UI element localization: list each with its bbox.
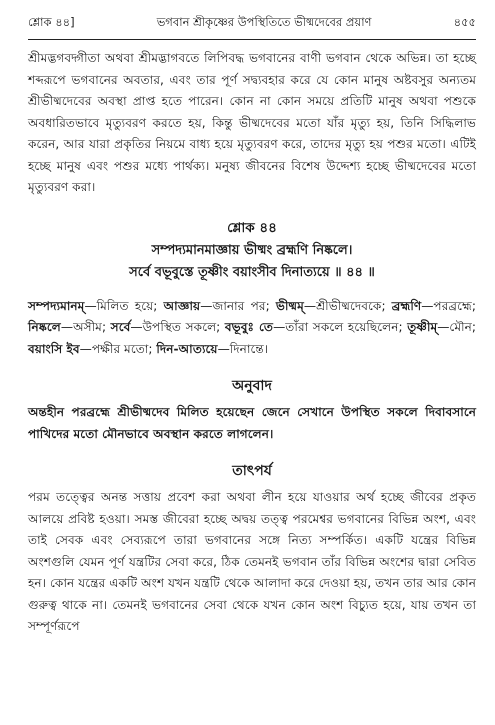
chapter-title: ভগবান শ্রীকৃষ্ণের উপস্থিতিতে ভীষ্মদেবের প্রয়াণ — [156, 15, 372, 29]
synonym-meaning: —শ্রীভীষ্মদেবকে; — [303, 298, 392, 313]
synonym-meaning: —পক্ষীর মতো; — [79, 341, 157, 356]
synonym-meaning: —মিলিত হয়ে; — [84, 298, 164, 313]
synonym-word: বভূবুঃ তে — [224, 320, 274, 334]
verse-reference: শ্লোক ৪৪] — [28, 15, 75, 29]
translation-heading: অনুবাদ — [232, 378, 272, 394]
synonym-word: বয়াংসি ইব — [28, 341, 80, 356]
book-page — [28, 14, 476, 638]
synonym-meaning: —জানার পর; — [200, 298, 276, 313]
synonyms-paragraph — [28, 296, 476, 361]
synonym-word: তূষ্ণীম্ — [407, 320, 438, 334]
translation-text: অন্তহীন পরব্রহ্মে শ্রীভীষ্মদেব মিলিত হয়েছেন জেনে সেখানে উপস্থিত সকলে দিবাবসানে পাখিদের মতো মৌনভাবে অবস্থান করতে লাগলেন। — [28, 405, 476, 441]
synonym-word: নিষ্কলে — [28, 320, 61, 334]
page-number: ৪৫৫ — [453, 15, 476, 29]
purport-heading: তাৎপর্য — [232, 463, 272, 479]
synonym-word: ভীষ্মম্ — [275, 298, 304, 313]
synonym-word: সম্পদ্যমানম্ — [28, 298, 85, 313]
synonym-meaning: —পরব্রহ্মে; — [421, 298, 476, 313]
verse-title: শ্লোক ৪৪ — [227, 219, 277, 236]
synonym-word: দিন-আত্যয়ে — [156, 341, 218, 356]
purport-text: পরম তত্ত্বের অনন্ত সত্তায় প্রবেশ করা অথবা লীন হয়ে যাওয়ার অর্থ হচ্ছে জীবের প্রকৃত আলয়ে প্রবিষ্ট হওয়া। সমস্ত জীবেরা হচ্ছে অদ্বয় তত্ত্ব পরমেশ্বর ভগবানের বিভিন্ন অংশ, এবং তাই সেবক এবং সেব্যরূপে তারা ভগবানের সঙ্গে নিত্য সম্পর্কিত। একটি যন্ত্রের বিভিন্ন অংশগুলি যেমন পূর্ণ যন্ত্রটির সেবা করে, ঠিক তেমনই ভগবান তাঁর বিভিন্ন অংশের দ্বারা সেবিত হন। কোন যন্ত্রের একটি অংশ যখন যন্ত্রটি থেকে আলাদা করে দেওয়া হয়, তখন তার আর কোন গুরুত্ব থাকে না। তেমনই ভগবানের সেবা থেকে যখন কোন অংশ বিচ্যুত হয়ে, যায় তখন তা সম্পূর্ণরূপে — [28, 490, 476, 633]
page-header — [28, 14, 476, 40]
synonym-meaning: —দিনান্তে। — [217, 341, 269, 356]
verse-line-2: সর্বে বভূবুস্তে তূষ্ণীং বয়াংসীব দিনাত্যয়ে ॥ ৪৪ ॥ — [129, 264, 375, 280]
synonym-meaning: —অসীম; — [60, 320, 111, 334]
synonym-word: সর্বে — [110, 320, 131, 334]
synonym-meaning: —মৌন; — [437, 320, 477, 334]
synonym-word: ব্রহ্মণি — [391, 298, 422, 313]
synonym-word: আজ্ঞায় — [163, 298, 201, 313]
verse-line-1: সম্পদ্যমানমাজ্ঞায় ভীষ্মং ব্রহ্মণি নিষ্কলে। — [151, 242, 353, 258]
intro-paragraph: শ্রীমদ্ভগবদ্গীতা অথবা শ্রীমদ্ভাগবতে লিপিবদ্ধ ভগবানের বাণী ভগবান থেকে অভিন্ন। তা হচ্ছে শব্দরূপে ভগবানের অবতার, এবং তার পূর্ণ সদ্ব্যবহার করে যে কোন মানুষ অষ্টবসুর অন্যতম শ্রীভীষ্মদেবের অবস্থা প্রাপ্ত হতে পারেন। কোন না কোন সময়ে প্রতিটি মানুষ অথবা পশুকে অবধারিতভাবে মৃত্যুবরণ করতে হয়, কিন্তু ভীষ্মদেবের মতো যাঁর মৃত্যু হয়, তিনি সিদ্ধিলাভ করেন, আর যারা প্রকৃতির নিয়মে বাধ্য হয়ে মৃত্যুবরণ করে, তাদের মৃত্যু হয় পশুর মতো। এটিই হচ্ছে মানুষ এবং পশুর মধ্যে পার্থক্য। মনুষ্য জীবনের বিশেষ উদ্দেশ্য হচ্ছে ভীষ্মদেবের মতো মৃত্যুবরণ করা। — [28, 51, 476, 194]
synonym-meaning: —উপস্থিত সকলে; — [130, 320, 225, 334]
synonym-meaning: —তাঁরা সকলে হয়েছিলেন; — [273, 320, 408, 334]
